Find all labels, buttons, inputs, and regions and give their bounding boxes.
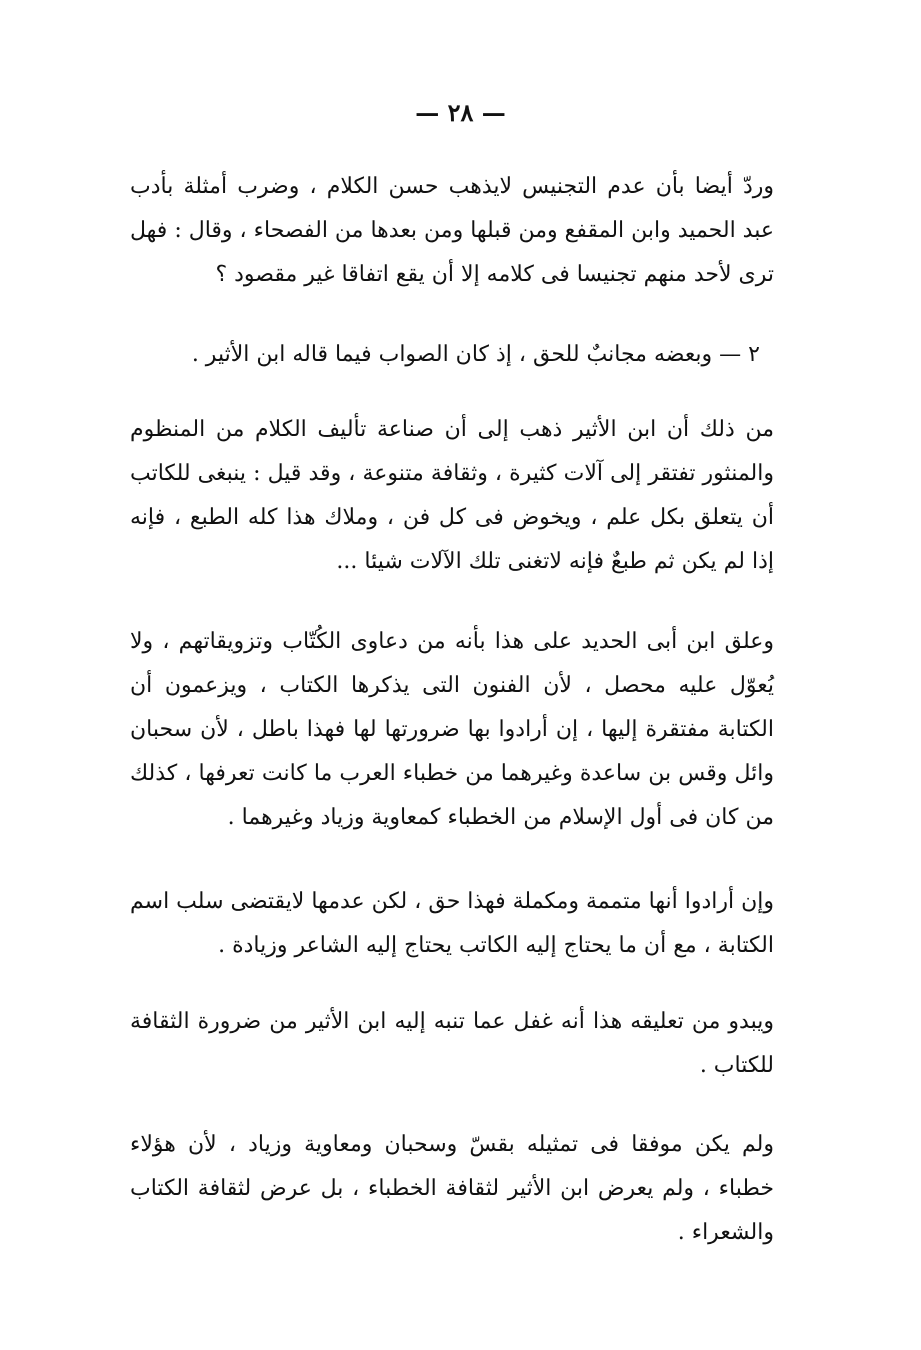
- paragraph-4: وعلق ابن أبى الحديد على هذا بأنه من دعاوى الكُتّاب وتزويقاتهم ، ولا يُعوّل عليه محصل ، لأن الفنون التى يذكرها الكتاب ، ويزعمون أن الكتابة مفتقرة إليها ، إن أرادوا بها ضرورتها لها فهذا باطل ، لأن سحبان وائل وقس بن ساعدة وغيرهما من خطباء العرب ما كانت تعرفها ، كذلك من كان فى أول الإسلام من الخطباء كمعاوية وزياد وغيرهما .: [130, 629, 774, 830]
- paragraph-5: وإن أرادوا أنها متممة ومكملة فهذا حق ، لكن عدمها لايقتضى سلب اسم الكتابة ، مع أن ما يحتاج إليه الكاتب يحتاج إليه الشاعر وزيادة .: [130, 889, 774, 958]
- paragraph-1: وردّ أيضا بأن عدم التجنيس لايذهب حسن الكلام ، وضرب أمثلة بأدب عبد الحميد وابن المقفع ومن قبلها ومن بعدها من الفصحاء ، وقال : فهل ترى لأحد منهم تجنيسا فى كلامه إلا أن يقع اتفاقا غير مقصود ؟: [130, 174, 774, 287]
- page-number: — ٢٨ —: [415, 98, 506, 127]
- paragraph-7: ولم يكن موفقا فى تمثيله بقسّ وسحبان ومعاوية وزياد ، لأن هؤلاء خطباء ، ولم يعرض ابن الأثير لثقافة الخطباء ، بل عرض لثقافة الكتاب والشعراء .: [130, 1132, 774, 1245]
- paragraph-6: ويبدو من تعليقه هذا أنه غفل عما تنبه إليه ابن الأثير من ضرورة الثقافة للكتاب .: [130, 1009, 774, 1078]
- paragraph-2: ٢ — وبعضه مجانبٌ للحق ، إذ كان الصواب فيما قاله ابن الأثير .: [191, 342, 760, 367]
- paragraph-3: من ذلك أن ابن الأثير ذهب إلى أن صناعة تأليف الكلام من المنظوم والمنثور تفتقر إلى آلات كثيرة ، وثقافة متنوعة ، وقد قيل : ينبغى للكاتب أن يتعلق بكل علم ، ويخوض فى كل فن ، وملاك هذا كله الطبع ، فإنه إذا لم يكن ثم طبعٌ فإنه لاتغنى تلك الآلات شيئا ...: [130, 417, 774, 574]
